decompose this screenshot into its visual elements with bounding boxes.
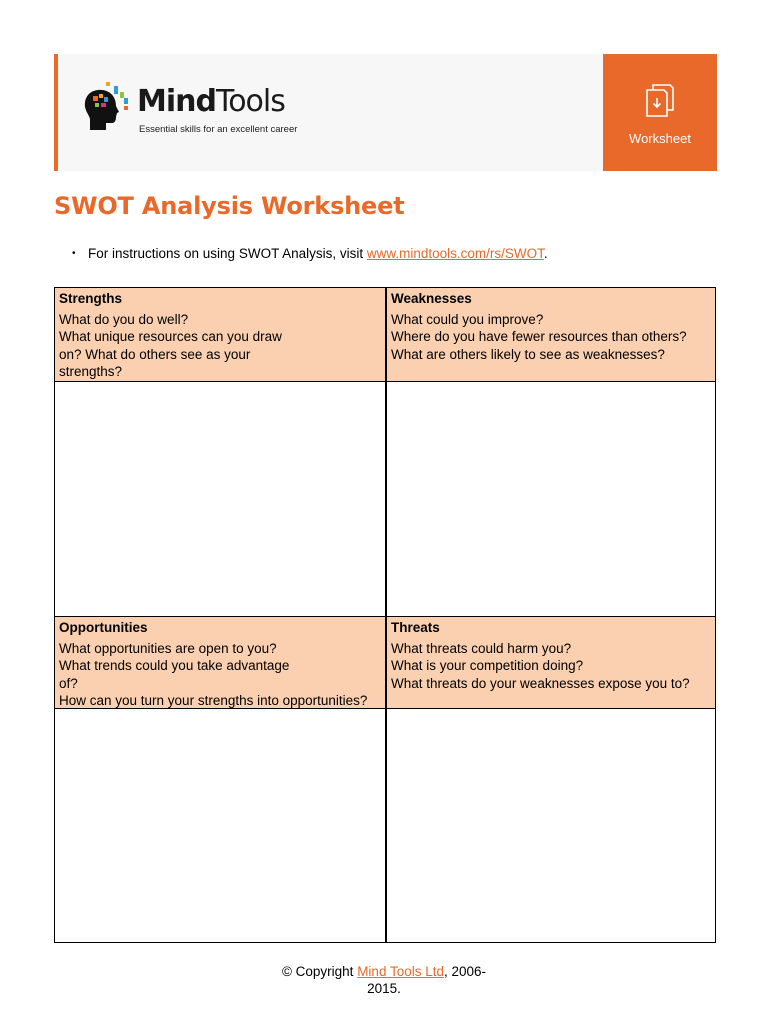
instructions-text: For instructions on using SWOT Analysis, visit xyxy=(88,246,367,261)
logo-mind-text: Mind xyxy=(137,84,216,119)
logo-tools-text: Tools xyxy=(215,84,285,119)
weaknesses-question: Where do you have fewer resources than others? xyxy=(391,329,687,344)
strengths-heading: Strengths xyxy=(59,291,123,306)
swot-link[interactable]: www.mindtools.com/rs/SWOT xyxy=(366,246,544,261)
copyright-footer xyxy=(0,963,768,997)
worksheet-label: Worksheet xyxy=(629,131,691,146)
copyright-prefix: © Copyright xyxy=(281,964,358,979)
weaknesses-heading: Weaknesses xyxy=(391,291,472,306)
bullet-icon: • xyxy=(72,248,76,259)
strengths-question: What do you do well? xyxy=(59,311,189,327)
strengths-question: What unique resources can you draw xyxy=(59,329,282,344)
column-divider xyxy=(385,288,387,942)
mindtools-ltd-link[interactable]: Mind Tools Ltd xyxy=(357,964,444,979)
opportunities-question: What opportunities are open to you? xyxy=(59,640,277,656)
worksheet-badge xyxy=(603,54,717,171)
swot-grid xyxy=(54,287,716,943)
threats-header xyxy=(387,617,715,708)
header-banner xyxy=(54,54,717,171)
mindtools-logo[interactable] xyxy=(84,80,314,140)
strengths-answer-area[interactable] xyxy=(55,382,385,616)
document-download-icon xyxy=(644,82,676,118)
strengths-question: on? What do others see as your xyxy=(59,346,251,362)
threats-question: What threats could harm you? xyxy=(391,640,572,656)
copyright-suffix: , 2006- xyxy=(444,964,487,979)
weaknesses-question: What could you improve? xyxy=(391,311,544,327)
weaknesses-question: What are others likely to see as weaknesses? xyxy=(391,346,665,362)
logo-wordmark xyxy=(137,84,285,119)
logo-tagline: Essential skills for an excellent career xyxy=(139,124,298,135)
page-title: SWOT Analysis Worksheet xyxy=(54,192,405,220)
opportunities-question: How can you turn your strengths into opportunities? xyxy=(59,693,368,708)
copyright-line-2: 2015. xyxy=(367,981,401,996)
weaknesses-header xyxy=(387,288,715,381)
threats-question: What is your competition doing? xyxy=(391,658,584,673)
threats-answer-area[interactable] xyxy=(387,709,715,942)
head-silhouette-icon xyxy=(84,82,134,136)
opportunities-question: of? xyxy=(59,675,78,691)
threats-question: What threats do your weaknesses expose you to? xyxy=(391,675,690,691)
opportunities-question: What trends could you take advantage xyxy=(59,658,290,673)
weaknesses-answer-area[interactable] xyxy=(387,382,715,616)
opportunities-heading: Opportunities xyxy=(59,620,148,635)
copyright-line-1 xyxy=(0,963,768,980)
instructions-line xyxy=(72,246,548,261)
threats-heading: Threats xyxy=(391,620,440,635)
instructions-end: . xyxy=(543,246,548,261)
strengths-header xyxy=(55,288,385,381)
opportunities-answer-area[interactable] xyxy=(55,709,385,942)
strengths-question: strengths? xyxy=(59,364,123,379)
opportunities-header xyxy=(55,617,385,708)
